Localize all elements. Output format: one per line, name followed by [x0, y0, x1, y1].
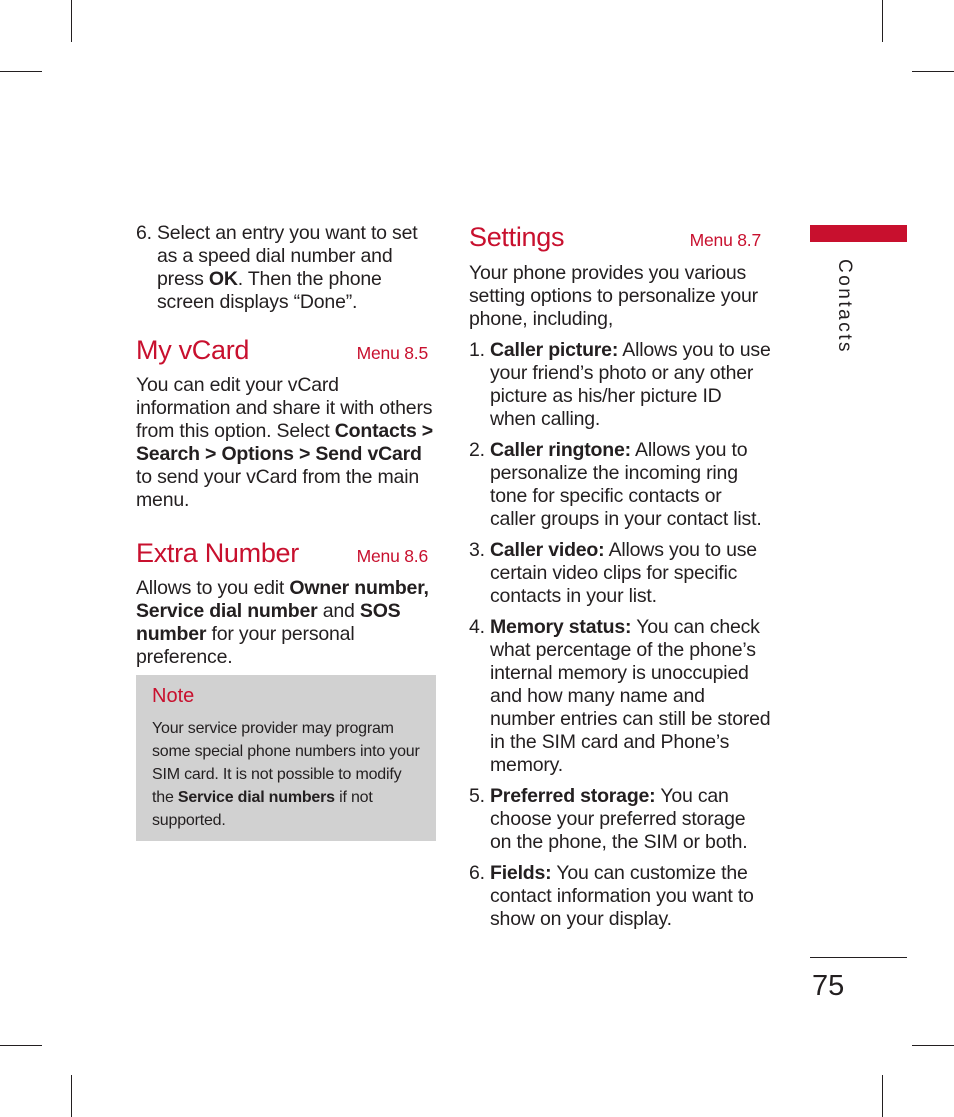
list-item-text: You can customize the contact information you want to show on your display. [490, 862, 754, 930]
crop-mark [71, 0, 72, 42]
extra-number-text-end: for your personal preference. [136, 623, 355, 668]
my-vcard-menu-ref: Menu 8.5 [356, 343, 428, 363]
list-item [469, 439, 771, 531]
list-item [469, 339, 771, 431]
list-item-text: You can check what percentage of the phone’s internal memory is unoccupied and how many name and number entries can still be stored in the SIM card and Phone’s memory. [490, 616, 771, 776]
note-text: Your service provider may program some special phone numbers into your SIM card. It is not possible to modify the [152, 720, 420, 806]
list-item-term: Fields: [490, 862, 552, 884]
left-column [136, 222, 436, 669]
settings-list [469, 339, 771, 931]
settings-title: Settings [469, 222, 565, 252]
step-6 [136, 222, 436, 314]
list-number: 3. [469, 539, 485, 561]
list-item-term: Caller picture: [490, 339, 619, 361]
note-box [136, 675, 436, 841]
crop-mark [882, 0, 883, 42]
extra-number-bold-2: SOS number [136, 600, 401, 645]
crop-mark [71, 1075, 72, 1117]
step-text-end: . Then the phone screen displays “Done”. [157, 268, 382, 313]
note-title: Note [152, 685, 195, 707]
extra-number-title: Extra Number [136, 538, 299, 568]
list-number: 5. [469, 785, 485, 807]
step-text: Select an entry you want to set as a speed dial number and press [157, 222, 418, 290]
note-bold: Service dial numbers [177, 789, 335, 806]
crop-mark [0, 71, 42, 72]
page-number: 75 [812, 970, 845, 1002]
section-label: Contacts [834, 259, 855, 354]
list-item-term: Memory status: [490, 616, 632, 638]
extra-number-body [136, 577, 436, 669]
settings-menu-ref: Menu 8.7 [689, 230, 761, 250]
crop-mark [912, 1045, 954, 1046]
list-item-text: Allows you to personalize the incoming ring tone for specific contacts or caller groups in your contact list. [490, 439, 762, 530]
settings-heading-row [469, 222, 771, 252]
settings-intro: Your phone provides you various setting options to personalize your phone, including, [469, 262, 758, 330]
right-column [469, 222, 771, 931]
extra-number-menu-ref: Menu 8.6 [356, 546, 428, 566]
list-item-term: Preferred storage: [490, 785, 656, 807]
list-item-text: Allows you to use certain video clips for specific contacts in your list. [490, 539, 757, 607]
crop-mark [0, 1045, 42, 1046]
list-number: 6. [469, 862, 485, 884]
my-vcard-body [136, 374, 436, 512]
extra-number-heading-row [136, 534, 436, 568]
my-vcard-heading-row [136, 331, 436, 365]
my-vcard-text: You can edit your vCard information and share it with others from this option. Select [136, 374, 433, 442]
step-bold: OK [208, 268, 238, 290]
list-number: 4. [469, 616, 485, 638]
list-item-term: Caller video: [490, 539, 605, 561]
my-vcard-title: My vCard [136, 335, 250, 365]
note-text-end: if not supported. [152, 789, 373, 829]
extra-number-bold-1: Owner number, Service dial number [136, 577, 429, 622]
crop-mark [882, 1075, 883, 1117]
list-item [469, 539, 771, 608]
list-item-term: Caller ringtone: [490, 439, 631, 461]
list-number: 1. [469, 339, 485, 361]
note-body [152, 717, 420, 832]
page-number-rule [810, 957, 907, 958]
extra-number-text: Allows to you edit [136, 577, 290, 599]
list-item [469, 616, 771, 777]
list-item-text: You can choose your preferred storage on the phone, the SIM or both. [490, 785, 748, 853]
list-item-text: Allows you to use your friend’s photo or any other picture as his/her picture ID when calling. [490, 339, 771, 430]
list-item [469, 862, 771, 931]
crop-mark [912, 71, 954, 72]
list-item [469, 785, 771, 854]
extra-number-text-mid: and [317, 600, 360, 622]
my-vcard-path: Contacts > Search > Options > Send vCard [136, 420, 433, 465]
step-number: 6. [136, 222, 152, 244]
section-tab-bar [810, 225, 907, 242]
my-vcard-text-end: to send your vCard from the main menu. [136, 466, 419, 511]
list-number: 2. [469, 439, 485, 461]
